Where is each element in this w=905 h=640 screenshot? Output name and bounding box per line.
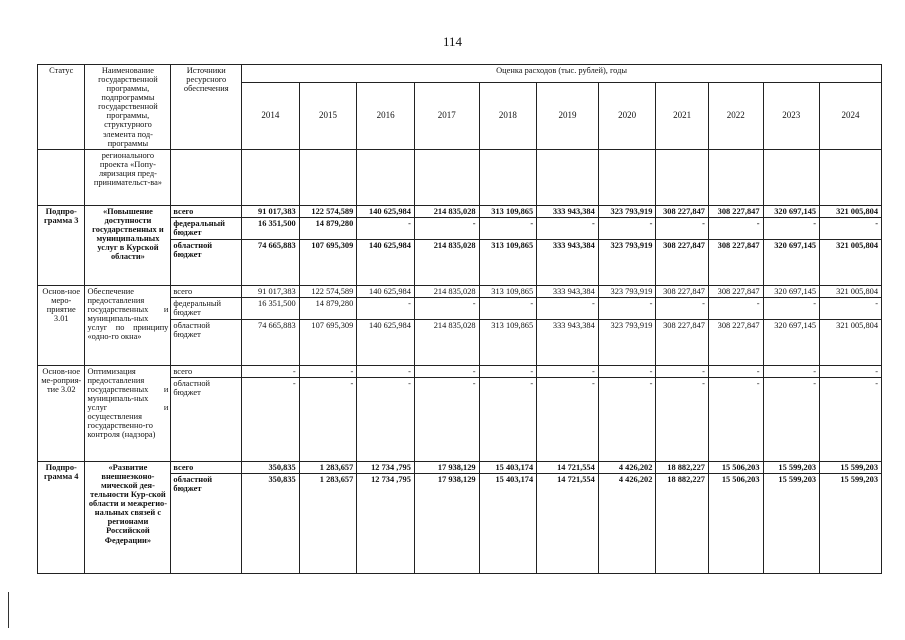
value-cell: 320 697,145	[763, 285, 820, 297]
status-cell	[38, 149, 85, 205]
source-cell: всего	[171, 365, 242, 377]
value-cell: 16 351,500	[242, 297, 300, 319]
value-cell: 308 227,847	[708, 285, 763, 297]
status-cell: Основ-ное меро-приятие 3.01	[38, 285, 85, 365]
value-cell: -	[763, 365, 820, 377]
value-cell: 320 697,145	[763, 319, 820, 365]
value-cell: 214 835,028	[414, 319, 479, 365]
value-cell: 14 721,554	[537, 461, 599, 473]
value-cell: 320 697,145	[763, 205, 820, 217]
value-cell: 308 227,847	[656, 285, 709, 297]
value-cell	[479, 149, 537, 205]
value-cell: 308 227,847	[656, 205, 709, 217]
source-cell: федеральный бюджет	[171, 217, 242, 239]
status-cell: Основ-ное ме-роприя-тие 3.02	[38, 365, 85, 461]
expenditure-table	[37, 64, 882, 574]
value-cell: 122 574,589	[299, 205, 357, 217]
value-cell: 350,835	[242, 461, 300, 473]
source-cell: областной бюджет	[171, 474, 242, 574]
estimate-header: Оценка расходов (тыс. рублей), годы	[242, 65, 882, 83]
value-cell: 18 882,227	[656, 461, 709, 473]
value-cell: 333 943,384	[537, 205, 599, 217]
value-cell: -	[357, 377, 415, 461]
value-cell: -	[656, 297, 709, 319]
value-cell: 16 351,500	[242, 217, 300, 239]
value-cell	[656, 149, 709, 205]
value-cell: -	[242, 377, 300, 461]
value-cell: 214 835,028	[414, 285, 479, 297]
value-cell: -	[598, 365, 656, 377]
value-cell: -	[656, 365, 709, 377]
value-cell: 14 721,554	[537, 474, 599, 574]
value-cell: -	[598, 377, 656, 461]
status-header: Статус	[38, 65, 85, 150]
value-cell: 323 793,919	[598, 239, 656, 285]
value-cell: -	[414, 297, 479, 319]
value-cell: -	[357, 217, 415, 239]
sources-header: Источники ресурсного обеспечения	[171, 65, 242, 150]
value-cell: 320 697,145	[763, 239, 820, 285]
value-cell: 140 625,984	[357, 239, 415, 285]
value-cell	[357, 149, 415, 205]
value-cell: 107 695,309	[299, 239, 357, 285]
value-cell: 15 403,174	[479, 474, 537, 574]
source-cell: областной бюджет	[171, 377, 242, 461]
value-cell: -	[357, 365, 415, 377]
value-cell: 308 227,847	[708, 239, 763, 285]
year-header: 2022	[708, 82, 763, 149]
value-cell: 4 426,202	[598, 474, 656, 574]
value-cell	[414, 149, 479, 205]
year-header: 2017	[414, 82, 479, 149]
table-row	[38, 149, 882, 205]
value-cell: 140 625,984	[357, 285, 415, 297]
value-cell: -	[820, 365, 882, 377]
value-cell: 323 793,919	[598, 319, 656, 365]
value-cell: 323 793,919	[598, 205, 656, 217]
value-cell: 350,835	[242, 474, 300, 574]
name-cell: «Развитие внешнеэконо-мической дея-тельности Кур-ской области и межрегио-нальных связей с регионами Российской Федерации»	[85, 461, 171, 573]
value-cell: -	[479, 297, 537, 319]
value-cell: 74 665,883	[242, 239, 300, 285]
name-header: Наименование государственной программы, подпрограммы государственной программы, структурного элемента под-программы	[85, 65, 171, 150]
value-cell: -	[479, 377, 537, 461]
header-row	[38, 65, 882, 83]
value-cell: 15 599,203	[820, 474, 882, 574]
year-header: 2019	[537, 82, 599, 149]
value-cell: -	[708, 365, 763, 377]
value-cell: -	[537, 377, 599, 461]
value-cell: -	[414, 217, 479, 239]
value-cell: -	[708, 377, 763, 461]
value-cell: 122 574,589	[299, 285, 357, 297]
source-cell	[171, 149, 242, 205]
value-cell: 14 879,280	[299, 217, 357, 239]
value-cell: 321 005,804	[820, 285, 882, 297]
table-row	[38, 285, 882, 297]
value-cell: -	[708, 217, 763, 239]
page-number: 114	[442, 34, 463, 49]
value-cell	[299, 149, 357, 205]
value-cell: -	[357, 297, 415, 319]
value-cell: 313 109,865	[479, 285, 537, 297]
value-cell: -	[414, 377, 479, 461]
value-cell: -	[537, 297, 599, 319]
value-cell: 12 734 ,795	[357, 474, 415, 574]
value-cell: 1 283,657	[299, 474, 357, 574]
value-cell: 321 005,804	[820, 239, 882, 285]
value-cell	[242, 149, 300, 205]
status-cell: Подпро-грамма 3	[38, 205, 85, 285]
source-cell: всего	[171, 461, 242, 473]
source-cell: всего	[171, 285, 242, 297]
value-cell: -	[242, 365, 300, 377]
value-cell: 4 426,202	[598, 461, 656, 473]
value-cell: 313 109,865	[479, 319, 537, 365]
value-cell: 15 599,203	[820, 461, 882, 473]
value-cell	[820, 149, 882, 205]
year-header: 2021	[656, 82, 709, 149]
name-cell: регионального проекта «Попу-ляризация пред-принимательст-ва»	[85, 149, 171, 205]
value-cell: 15 599,203	[763, 474, 820, 574]
value-cell: -	[708, 297, 763, 319]
value-cell: -	[763, 377, 820, 461]
value-cell: -	[414, 365, 479, 377]
value-cell: -	[763, 217, 820, 239]
value-cell: -	[479, 365, 537, 377]
value-cell: 17 938,129	[414, 461, 479, 473]
value-cell	[598, 149, 656, 205]
value-cell: 12 734 ,795	[357, 461, 415, 473]
source-cell: всего	[171, 205, 242, 217]
value-cell: -	[598, 297, 656, 319]
value-cell: 140 625,984	[357, 319, 415, 365]
value-cell: 140 625,984	[357, 205, 415, 217]
value-cell: 74 665,883	[242, 319, 300, 365]
table-row	[38, 461, 882, 473]
name-cell: «Повышение доступности государственных и муниципальных услуг в Курской области»	[85, 205, 171, 285]
value-cell: -	[656, 377, 709, 461]
value-cell: -	[598, 217, 656, 239]
value-cell: 15 599,203	[763, 461, 820, 473]
value-cell: 1 283,657	[299, 461, 357, 473]
value-cell: 321 005,804	[820, 205, 882, 217]
value-cell: -	[820, 217, 882, 239]
value-cell: -	[537, 217, 599, 239]
year-header: 2024	[820, 82, 882, 149]
status-cell: Подпро-грамма 4	[38, 461, 85, 573]
year-header: 2015	[299, 82, 357, 149]
value-cell: 321 005,804	[820, 319, 882, 365]
value-cell: 308 227,847	[708, 319, 763, 365]
value-cell: -	[656, 217, 709, 239]
value-cell: -	[479, 217, 537, 239]
year-header: 2020	[598, 82, 656, 149]
source-cell: федеральный бюджет	[171, 297, 242, 319]
source-cell: областной бюджет	[171, 239, 242, 285]
value-cell: -	[763, 297, 820, 319]
value-cell: 14 879,280	[299, 297, 357, 319]
value-cell: 15 403,174	[479, 461, 537, 473]
value-cell: -	[299, 377, 357, 461]
table-row	[38, 365, 882, 377]
value-cell: 333 943,384	[537, 285, 599, 297]
value-cell: -	[299, 365, 357, 377]
name-cell: Обеспечение предоставления государственных и муниципаль-ных услуг по принципу «одно-го окна»	[85, 285, 171, 365]
year-header: 2023	[763, 82, 820, 149]
value-cell: 18 882,227	[656, 474, 709, 574]
value-cell: 308 227,847	[708, 205, 763, 217]
value-cell: 313 109,865	[479, 205, 537, 217]
margin-mark	[8, 592, 9, 628]
year-header: 2016	[357, 82, 415, 149]
value-cell: 91 017,383	[242, 205, 300, 217]
value-cell: 333 943,384	[537, 319, 599, 365]
value-cell	[537, 149, 599, 205]
value-cell: 91 017,383	[242, 285, 300, 297]
value-cell: 107 695,309	[299, 319, 357, 365]
value-cell: 214 835,028	[414, 239, 479, 285]
value-cell: 214 835,028	[414, 205, 479, 217]
source-cell: областной бюджет	[171, 319, 242, 365]
value-cell: 308 227,847	[656, 239, 709, 285]
value-cell: 15 506,203	[708, 461, 763, 473]
value-cell: 313 109,865	[479, 239, 537, 285]
value-cell: 17 938,129	[414, 474, 479, 574]
value-cell: 308 227,847	[656, 319, 709, 365]
year-header: 2018	[479, 82, 537, 149]
value-cell	[708, 149, 763, 205]
year-header: 2014	[242, 82, 300, 149]
value-cell: 15 506,203	[708, 474, 763, 574]
value-cell: 323 793,919	[598, 285, 656, 297]
table-row	[38, 205, 882, 217]
value-cell: 333 943,384	[537, 239, 599, 285]
value-cell	[763, 149, 820, 205]
value-cell: -	[820, 297, 882, 319]
value-cell: -	[820, 377, 882, 461]
name-cell: Оптимизация предоставления государственных и муниципаль-ных услуг и осуществления государственно-го контроля (надзора)	[85, 365, 171, 461]
value-cell: -	[537, 365, 599, 377]
